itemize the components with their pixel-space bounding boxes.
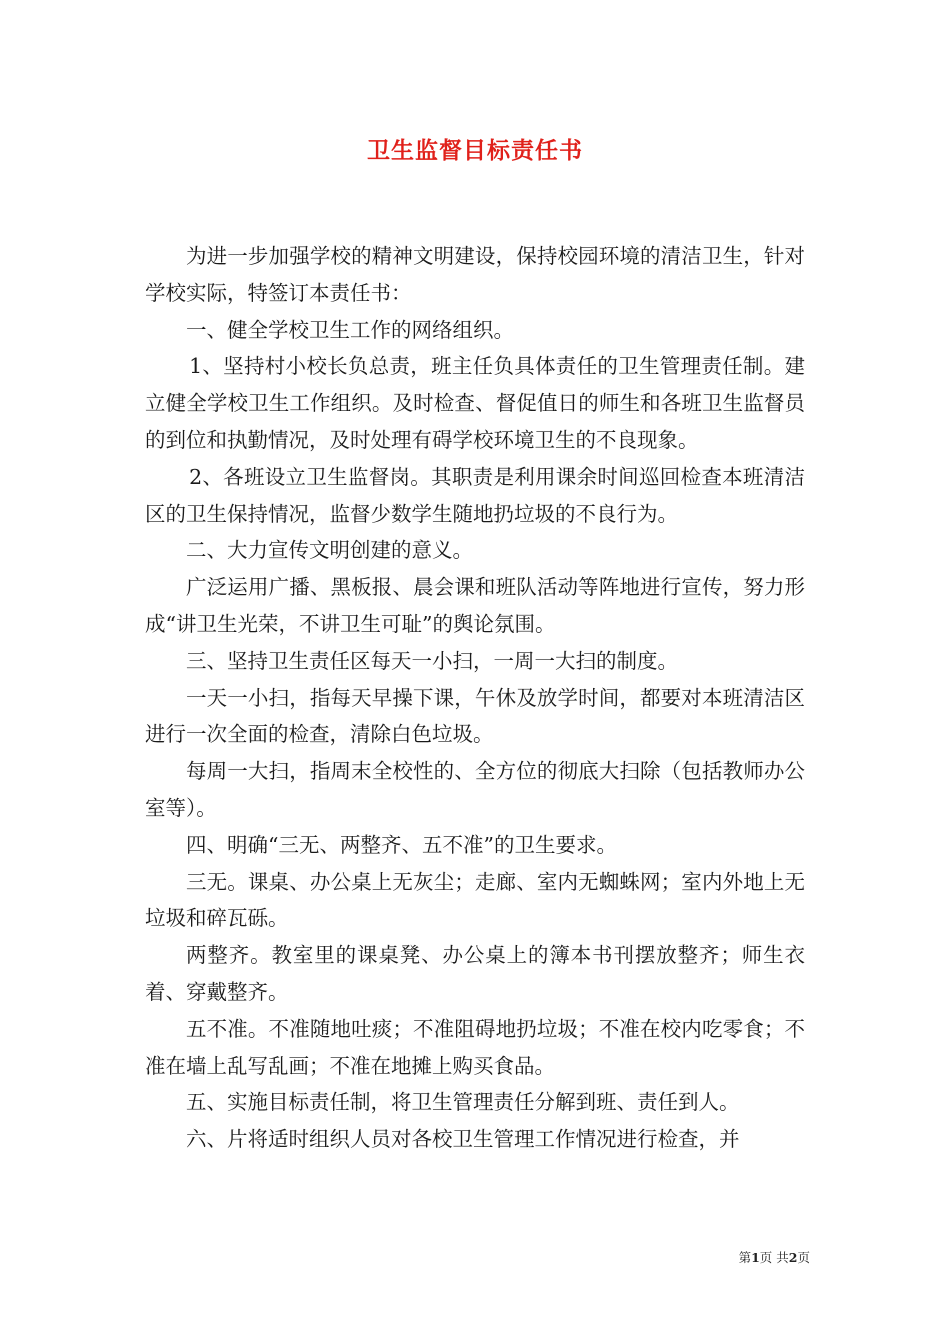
document-body (145, 238, 805, 1158)
paragraph-daily-clean: 一天一小扫，指每天早操下课，午休及放学时间，都要对本班清洁区进行一次全面的检查，清除白色垃圾。 (145, 685, 805, 747)
current-page-number: 1 (751, 1250, 760, 1265)
footer-middle: 页 共 (759, 1250, 789, 1265)
section-heading-5: 五、实施目标责任制，将卫生管理责任分解到班、责任到人。 (186, 1090, 740, 1115)
paragraph-publicity: 广泛运用广播、黑板报、晨会课和班队活动等阵地进行宣传，努力形成“讲卫生光荣，不讲卫生可耻”的舆论氛围。 (145, 575, 805, 636)
footer-prefix: 第 (738, 1250, 752, 1265)
paragraph-item-2: 2、各班设立卫生监督岗。其职责是利用课余时间巡回检查本班清洁区的卫生保持情况，监督少数学生随地扔垃圾的不良行为。 (145, 464, 805, 526)
paragraph-intro: 为进一步加强学校的精神文明建设，保持校园环境的清洁卫生，针对学校实际，特签订本责任书： (145, 244, 805, 305)
section-heading-2: 二、大力宣传文明创建的意义。 (186, 538, 473, 563)
total-pages-number: 2 (788, 1250, 798, 1265)
footer-suffix: 页 (797, 1250, 810, 1265)
section-heading-6: 六、片将适时组织人员对各校卫生管理工作情况进行检查，并 (186, 1127, 740, 1152)
paragraph-item-1: 1、坚持村小校长负总责，班主任负具体责任的卫生管理责任制。建立健全学校卫生工作组织。及时检查、督促值日的师生和各班卫生监督员的到位和执勤情况，及时处理有碍学校环境卫生的不良现象。 (145, 354, 805, 452)
section-heading-3: 三、坚持卫生责任区每天一小扫，一周一大扫的制度。 (186, 648, 678, 673)
paragraph-weekly-clean: 每周一大扫，指周末全校性的、全方位的彻底大扫除（包括教师办公室等）。 (145, 759, 805, 820)
paragraph-three-nos: 三无。课桌、办公桌上无灰尘；走廊、室内无蜘蛛网；室内外地上无垃圾和碎瓦砾。 (145, 869, 805, 931)
paragraph-five-prohibitions: 五不准。不准随地吐痰；不准阻碍地扔垃圾；不准在校内吃零食；不准在墙上乱写乱画；不准在地摊上购买食品。 (145, 1016, 805, 1078)
section-heading-4: 四、明确“三无、两整齐、五不准”的卫生要求。 (186, 832, 617, 857)
paragraph-two-neat: 两整齐。教室里的课桌凳、办公桌上的簿本书刊摆放整齐；师生衣着、穿戴整齐。 (145, 943, 805, 1004)
document-title: 卫生监督目标责任书 (367, 137, 583, 164)
page-footer (700, 1248, 810, 1266)
section-heading-1: 一、健全学校卫生工作的网络组织。 (186, 317, 514, 342)
